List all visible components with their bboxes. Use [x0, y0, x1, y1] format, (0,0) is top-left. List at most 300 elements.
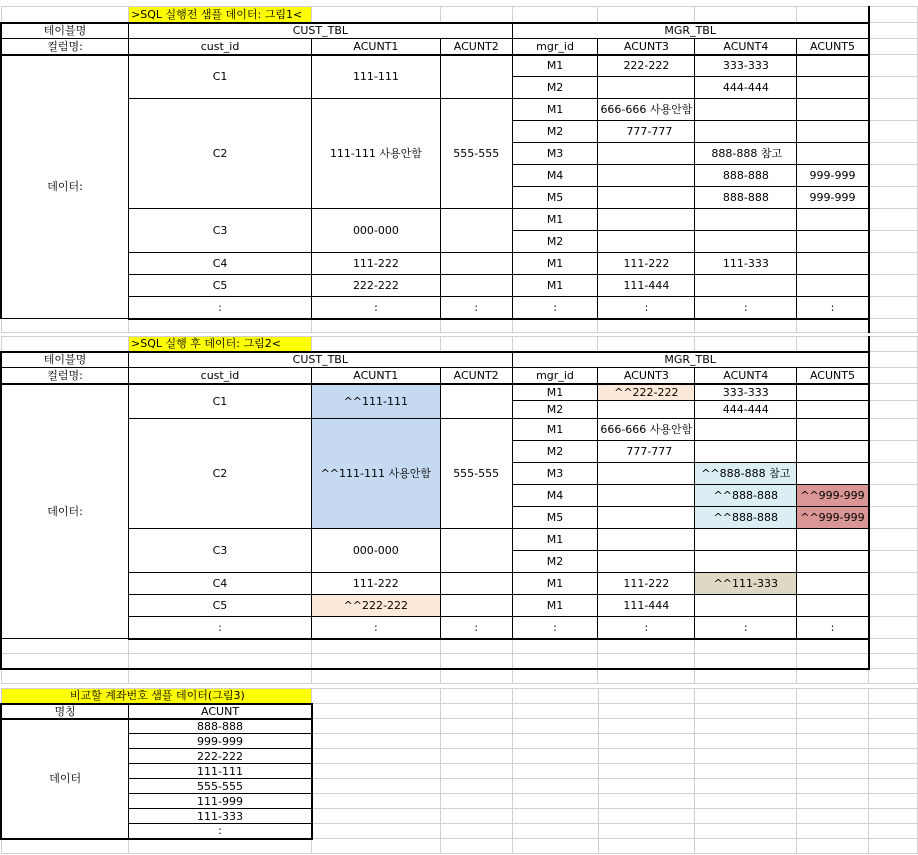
mgr-id[interactable]: M1: [512, 209, 598, 231]
col-header[interactable]: mgr_id: [512, 368, 598, 384]
cell[interactable]: [695, 639, 797, 654]
mgr-tbl-header[interactable]: MGR_TBL: [512, 352, 869, 368]
acunt3[interactable]: [598, 529, 695, 551]
mgr-id[interactable]: M1: [512, 384, 598, 401]
cell[interactable]: [129, 839, 312, 854]
acunt4-changed[interactable]: ^^111-333: [695, 573, 797, 595]
acunt4[interactable]: 444-444: [695, 77, 797, 99]
acunt2[interactable]: [440, 529, 512, 573]
cell[interactable]: [695, 779, 797, 794]
acunt1[interactable]: 111-111: [312, 55, 441, 99]
cell[interactable]: [695, 654, 797, 669]
row-label-column[interactable]: 컬럼명:: [1, 39, 129, 55]
compare-header-col[interactable]: ACUNT: [129, 704, 312, 719]
cell[interactable]: [512, 734, 598, 749]
acunt5-changed[interactable]: ^^999-999: [797, 507, 869, 529]
cell[interactable]: [869, 275, 918, 297]
cell[interactable]: [598, 654, 695, 669]
cell[interactable]: [598, 824, 695, 839]
acunt4[interactable]: 333-333: [695, 55, 797, 77]
acunt3[interactable]: [598, 507, 695, 529]
acunt3[interactable]: :: [598, 617, 695, 639]
acunt4[interactable]: 888-888: [695, 187, 797, 209]
cell[interactable]: [512, 654, 598, 669]
cell[interactable]: [797, 839, 869, 854]
cell[interactable]: [797, 824, 869, 839]
acunt3[interactable]: [598, 209, 695, 231]
cell[interactable]: [869, 23, 918, 39]
acunt3[interactable]: 222-222: [598, 55, 695, 77]
acunt2[interactable]: 555-555: [440, 419, 512, 529]
cell[interactable]: [869, 419, 918, 441]
compare-value[interactable]: 222-222: [129, 749, 312, 764]
col-header[interactable]: cust_id: [129, 368, 312, 384]
col-header[interactable]: ACUNT1: [311, 368, 440, 384]
mgr-id[interactable]: M1: [512, 99, 598, 121]
acunt4[interactable]: :: [695, 297, 797, 319]
mgr-id[interactable]: M5: [512, 507, 598, 529]
acunt1[interactable]: :: [312, 297, 441, 319]
acunt5[interactable]: [797, 419, 869, 441]
cell[interactable]: [512, 794, 598, 809]
cell[interactable]: [440, 689, 512, 704]
cell[interactable]: [440, 734, 512, 749]
cell[interactable]: [512, 749, 598, 764]
cell[interactable]: [598, 809, 695, 824]
cell[interactable]: [598, 669, 695, 684]
cell[interactable]: [695, 839, 797, 854]
cell[interactable]: [512, 689, 598, 704]
acunt4[interactable]: [695, 529, 797, 551]
row-label-table[interactable]: 테이블명: [1, 23, 129, 39]
cell[interactable]: [598, 794, 695, 809]
cell[interactable]: [869, 507, 918, 529]
cell[interactable]: [598, 764, 695, 779]
acunt2[interactable]: :: [440, 617, 512, 639]
acunt3[interactable]: [598, 463, 695, 485]
cell[interactable]: [869, 809, 918, 824]
mgr-id[interactable]: :: [512, 297, 598, 319]
cell[interactable]: [1, 337, 129, 352]
acunt3[interactable]: :: [598, 297, 695, 319]
cell[interactable]: [797, 7, 869, 23]
mgr-id[interactable]: M3: [512, 143, 598, 165]
cell[interactable]: [512, 824, 598, 839]
cell[interactable]: [695, 319, 797, 333]
cell[interactable]: [869, 529, 918, 551]
cell[interactable]: [312, 719, 441, 734]
cell[interactable]: [598, 734, 695, 749]
acunt4-changed[interactable]: ^^888-888: [695, 485, 797, 507]
acunt4[interactable]: 111-333: [695, 253, 797, 275]
cell[interactable]: [869, 719, 918, 734]
cell[interactable]: [869, 337, 918, 352]
cell[interactable]: [869, 551, 918, 573]
cell[interactable]: [598, 719, 695, 734]
acunt5[interactable]: [797, 121, 869, 143]
cell[interactable]: [695, 734, 797, 749]
acunt3[interactable]: 777-777: [598, 441, 695, 463]
cell[interactable]: [869, 704, 918, 719]
cell[interactable]: [312, 734, 441, 749]
cell[interactable]: [869, 99, 918, 121]
cell[interactable]: [869, 669, 918, 684]
acunt1[interactable]: 111-222: [312, 253, 441, 275]
compare-value[interactable]: 999-999: [129, 734, 312, 749]
cell[interactable]: [869, 839, 918, 854]
cell[interactable]: [598, 7, 695, 23]
acunt5[interactable]: :: [797, 297, 869, 319]
cell[interactable]: [869, 573, 918, 595]
cell[interactable]: [312, 319, 441, 333]
cell[interactable]: [312, 824, 441, 839]
cell[interactable]: [869, 231, 918, 253]
cell[interactable]: [312, 764, 441, 779]
cust-id[interactable]: C3: [129, 529, 312, 573]
acunt5[interactable]: [797, 441, 869, 463]
cell[interactable]: [1, 654, 129, 669]
mgr-id[interactable]: M2: [512, 401, 598, 419]
acunt5[interactable]: [797, 595, 869, 617]
cell[interactable]: [869, 368, 918, 384]
cell[interactable]: [512, 319, 598, 333]
acunt2[interactable]: [440, 595, 512, 617]
cell[interactable]: [869, 824, 918, 839]
cell[interactable]: [797, 779, 869, 794]
acunt4[interactable]: [695, 419, 797, 441]
cell[interactable]: [312, 704, 441, 719]
mgr-id[interactable]: M1: [512, 529, 598, 551]
cell[interactable]: [869, 121, 918, 143]
acunt4[interactable]: [695, 99, 797, 121]
acunt2[interactable]: [440, 55, 512, 99]
cell[interactable]: [598, 319, 695, 333]
acunt5[interactable]: [797, 77, 869, 99]
col-header[interactable]: ACUNT5: [797, 368, 869, 384]
cell[interactable]: [440, 749, 512, 764]
cell[interactable]: [311, 337, 440, 352]
row-label-data[interactable]: 데이터:: [1, 55, 129, 319]
acunt3[interactable]: 666-666 사용안함: [598, 419, 695, 441]
cell[interactable]: [869, 734, 918, 749]
cell[interactable]: [797, 719, 869, 734]
cell[interactable]: [869, 654, 918, 669]
col-header[interactable]: ACUNT3: [598, 368, 695, 384]
cell[interactable]: [512, 809, 598, 824]
cell[interactable]: [312, 839, 441, 854]
acunt5[interactable]: [797, 55, 869, 77]
cell[interactable]: [695, 749, 797, 764]
cell[interactable]: [869, 7, 918, 23]
cust-id[interactable]: :: [129, 297, 312, 319]
cell[interactable]: [797, 764, 869, 779]
cell[interactable]: [695, 7, 797, 23]
cell[interactable]: [512, 764, 598, 779]
cust-id[interactable]: :: [129, 617, 312, 639]
compare-value[interactable]: 555-555: [129, 779, 312, 794]
cell[interactable]: [695, 669, 797, 684]
mgr-id[interactable]: M5: [512, 187, 598, 209]
acunt4[interactable]: [695, 121, 797, 143]
acunt5[interactable]: [797, 231, 869, 253]
mgr-id[interactable]: M2: [512, 77, 598, 99]
acunt5[interactable]: [797, 551, 869, 573]
cell[interactable]: [869, 595, 918, 617]
acunt4[interactable]: [695, 275, 797, 297]
cell[interactable]: [512, 7, 598, 23]
acunt4[interactable]: [695, 231, 797, 253]
acunt5[interactable]: [797, 143, 869, 165]
cell[interactable]: [598, 689, 695, 704]
cust-id[interactable]: C2: [129, 419, 312, 529]
acunt5[interactable]: [797, 463, 869, 485]
mgr-tbl-header[interactable]: MGR_TBL: [512, 23, 869, 39]
acunt5[interactable]: [797, 384, 869, 401]
cell[interactable]: [598, 749, 695, 764]
cell[interactable]: [869, 485, 918, 507]
cell[interactable]: [129, 669, 312, 684]
acunt3[interactable]: 666-666 사용안함: [598, 99, 695, 121]
cust-tbl-header[interactable]: CUST_TBL: [129, 352, 513, 368]
acunt5[interactable]: [797, 209, 869, 231]
cell[interactable]: [797, 319, 869, 333]
cell[interactable]: [440, 794, 512, 809]
cell[interactable]: [869, 39, 918, 55]
cell[interactable]: [797, 337, 869, 352]
cust-id[interactable]: C4: [129, 253, 312, 275]
acunt4[interactable]: 333-333: [695, 384, 797, 401]
cell[interactable]: [598, 839, 695, 854]
cell[interactable]: [440, 7, 512, 23]
cell[interactable]: [869, 297, 918, 319]
mgr-id[interactable]: :: [512, 617, 598, 639]
col-header[interactable]: mgr_id: [512, 39, 598, 55]
mgr-id[interactable]: M4: [512, 485, 598, 507]
mgr-id[interactable]: M1: [512, 595, 598, 617]
acunt1[interactable]: 000-000: [312, 209, 441, 253]
cell[interactable]: [440, 654, 512, 669]
acunt4-changed[interactable]: ^^888-888 참고: [695, 463, 797, 485]
cell[interactable]: [869, 463, 918, 485]
acunt2[interactable]: [440, 209, 512, 253]
cell[interactable]: [869, 401, 918, 419]
cell[interactable]: [869, 384, 918, 401]
cell[interactable]: [797, 734, 869, 749]
col-header[interactable]: ACUNT2: [440, 368, 512, 384]
cust-id[interactable]: C4: [129, 573, 312, 595]
col-header[interactable]: ACUNT2: [440, 39, 512, 55]
acunt5[interactable]: [797, 275, 869, 297]
mgr-id[interactable]: M1: [512, 419, 598, 441]
row-label-table[interactable]: 테이블명: [1, 352, 129, 368]
acunt2[interactable]: :: [440, 297, 512, 319]
acunt3[interactable]: 777-777: [598, 121, 695, 143]
cell[interactable]: [312, 689, 441, 704]
col-header[interactable]: ACUNT3: [598, 39, 695, 55]
cell[interactable]: [129, 639, 312, 654]
cell[interactable]: [797, 689, 869, 704]
acunt5[interactable]: [797, 573, 869, 595]
compare-header-label[interactable]: 명칭: [1, 704, 129, 719]
cust-id[interactable]: C5: [129, 275, 312, 297]
acunt3[interactable]: [598, 187, 695, 209]
compare-value[interactable]: 111-111: [129, 764, 312, 779]
compare-value[interactable]: 111-999: [129, 794, 312, 809]
cell[interactable]: [869, 319, 918, 333]
cust-id[interactable]: C2: [129, 99, 312, 209]
compare-value[interactable]: 888-888: [129, 719, 312, 734]
cell[interactable]: [695, 764, 797, 779]
cell[interactable]: [598, 337, 695, 352]
cell[interactable]: [797, 669, 869, 684]
row-label-column[interactable]: 컬럼명:: [1, 368, 129, 384]
mgr-id[interactable]: M1: [512, 55, 598, 77]
cell[interactable]: [440, 809, 512, 824]
acunt3[interactable]: [598, 77, 695, 99]
cell[interactable]: [440, 824, 512, 839]
cell[interactable]: [869, 794, 918, 809]
cell[interactable]: [512, 639, 598, 654]
cell[interactable]: [869, 749, 918, 764]
acunt3[interactable]: [598, 551, 695, 573]
section1-title[interactable]: >SQL 실행전 샘플 데이터: 그림1<: [129, 7, 312, 23]
acunt5[interactable]: 999-999: [797, 187, 869, 209]
cell[interactable]: [440, 719, 512, 734]
section3-title[interactable]: 비교할 계좌번호 샘플 데이터(그림3): [1, 689, 312, 704]
cell[interactable]: [129, 319, 312, 333]
cell[interactable]: [869, 77, 918, 99]
mgr-id[interactable]: M1: [512, 573, 598, 595]
cell[interactable]: [695, 689, 797, 704]
col-header[interactable]: ACUNT4: [695, 368, 797, 384]
cell[interactable]: [512, 719, 598, 734]
cell[interactable]: [512, 337, 598, 352]
cell[interactable]: [312, 7, 441, 23]
cell[interactable]: [598, 779, 695, 794]
acunt3[interactable]: [598, 143, 695, 165]
cell[interactable]: [440, 669, 512, 684]
acunt5[interactable]: :: [797, 617, 869, 639]
cell[interactable]: [695, 809, 797, 824]
cell[interactable]: [797, 749, 869, 764]
cell[interactable]: [869, 689, 918, 704]
acunt4[interactable]: [695, 209, 797, 231]
cell[interactable]: [797, 794, 869, 809]
acunt1[interactable]: :: [311, 617, 440, 639]
cell[interactable]: [312, 779, 441, 794]
cell[interactable]: [1, 669, 129, 684]
cell[interactable]: [869, 617, 918, 639]
cell[interactable]: [869, 779, 918, 794]
acunt2[interactable]: [440, 573, 512, 595]
acunt1-changed[interactable]: ^^111-111 사용안함: [311, 419, 440, 529]
mgr-id[interactable]: M2: [512, 231, 598, 253]
cell[interactable]: [1, 839, 129, 854]
compare-value[interactable]: 111-333: [129, 809, 312, 824]
acunt4[interactable]: [695, 441, 797, 463]
acunt4[interactable]: 888-888: [695, 165, 797, 187]
acunt5[interactable]: [797, 529, 869, 551]
acunt1-changed[interactable]: ^^111-111: [311, 384, 440, 419]
cell[interactable]: [311, 669, 440, 684]
acunt5[interactable]: [797, 253, 869, 275]
cell[interactable]: [695, 337, 797, 352]
cust-id[interactable]: C1: [129, 55, 312, 99]
cell[interactable]: [440, 839, 512, 854]
row-label-data[interactable]: 데이터:: [1, 384, 129, 639]
acunt5[interactable]: [797, 99, 869, 121]
cell[interactable]: [311, 654, 440, 669]
acunt4[interactable]: :: [695, 617, 797, 639]
cust-id[interactable]: C5: [129, 595, 312, 617]
acunt3-changed[interactable]: ^^222-222: [598, 384, 695, 401]
acunt5[interactable]: [797, 401, 869, 419]
cust-tbl-header[interactable]: CUST_TBL: [129, 23, 513, 39]
mgr-id[interactable]: M1: [512, 275, 598, 297]
acunt1[interactable]: 111-222: [311, 573, 440, 595]
cell[interactable]: [440, 337, 512, 352]
cell[interactable]: [695, 719, 797, 734]
acunt3[interactable]: [598, 231, 695, 253]
cell[interactable]: [312, 749, 441, 764]
cell[interactable]: [695, 824, 797, 839]
acunt3[interactable]: 111-444: [598, 595, 695, 617]
acunt1[interactable]: 111-111 사용안함: [312, 99, 441, 209]
acunt3[interactable]: [598, 165, 695, 187]
mgr-id[interactable]: M2: [512, 121, 598, 143]
cell[interactable]: [1, 319, 129, 333]
acunt4[interactable]: 444-444: [695, 401, 797, 419]
acunt5[interactable]: 999-999: [797, 165, 869, 187]
cell[interactable]: [695, 704, 797, 719]
acunt3[interactable]: [598, 401, 695, 419]
acunt2[interactable]: 555-555: [440, 99, 512, 209]
cell[interactable]: [869, 253, 918, 275]
acunt4-changed[interactable]: ^^888-888: [695, 507, 797, 529]
cell[interactable]: [869, 639, 918, 654]
cell[interactable]: [598, 639, 695, 654]
acunt4[interactable]: [695, 551, 797, 573]
acunt1-changed[interactable]: ^^222-222: [311, 595, 440, 617]
cell[interactable]: [312, 809, 441, 824]
cell[interactable]: [129, 654, 312, 669]
compare-row-label[interactable]: 데이터: [1, 719, 129, 839]
section2-title[interactable]: >SQL 실행 후 데이터: 그림2<: [129, 337, 312, 352]
cust-id[interactable]: C3: [129, 209, 312, 253]
cell[interactable]: [1, 639, 129, 654]
cell[interactable]: [312, 794, 441, 809]
cell[interactable]: [797, 639, 869, 654]
cell[interactable]: [440, 764, 512, 779]
cell[interactable]: [512, 669, 598, 684]
acunt3[interactable]: 111-222: [598, 253, 695, 275]
cell[interactable]: [869, 209, 918, 231]
cell[interactable]: [869, 352, 918, 368]
acunt1[interactable]: 222-222: [312, 275, 441, 297]
acunt5-changed[interactable]: ^^999-999: [797, 485, 869, 507]
cell[interactable]: [440, 779, 512, 794]
cell[interactable]: [797, 654, 869, 669]
cell[interactable]: [869, 143, 918, 165]
col-header[interactable]: ACUNT4: [695, 39, 797, 55]
cell[interactable]: [797, 809, 869, 824]
acunt2[interactable]: [440, 253, 512, 275]
acunt1[interactable]: 000-000: [311, 529, 440, 573]
acunt3[interactable]: [598, 485, 695, 507]
cell[interactable]: [598, 704, 695, 719]
mgr-id[interactable]: M4: [512, 165, 598, 187]
cell[interactable]: [311, 639, 440, 654]
